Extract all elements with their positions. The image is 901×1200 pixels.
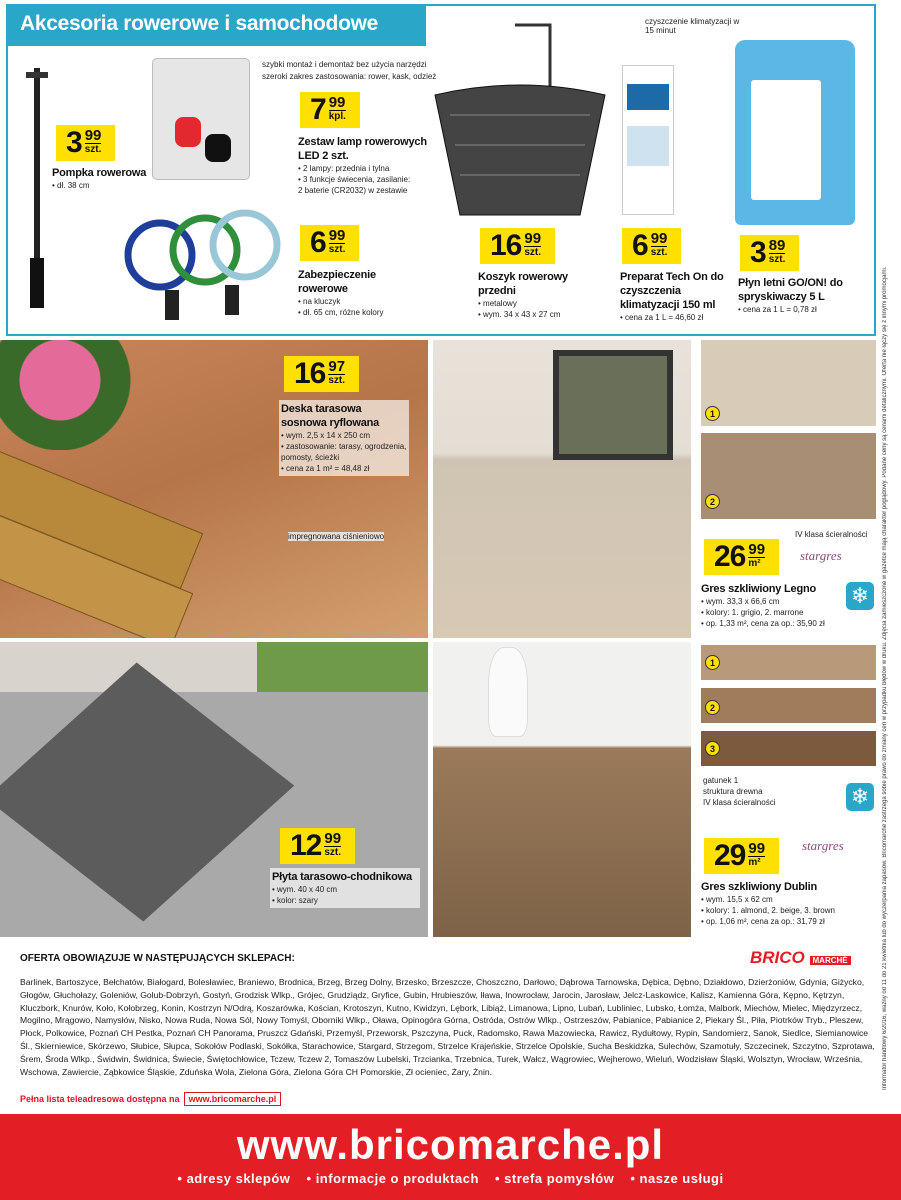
full-list-link[interactable]: www.bricomarche.pl <box>184 1092 282 1106</box>
footer-link-products[interactable]: • informacje o produktach <box>306 1171 479 1186</box>
legno-class-note: IV klasa ścieralności <box>795 530 868 539</box>
bike-pump-image <box>22 68 52 312</box>
legno-tile-2 <box>701 433 876 519</box>
legal-side-text: Informator handlowy 6/2016, ważny od 11 do 21 kwietnia lub do wyczerpania zapasów. Bricomarché zastrzega sobie prawo do zmiany cen w przypadku błędów w druku. Zdjęcia zamieszczone w gazetce mają charakter poglądowy. Podane ceny są cenami detalicznymi. Oferta nie łączy się z innymi promocjami. <box>882 266 888 1090</box>
tech-on-can-image <box>622 65 674 215</box>
price-tag-tech-on: 6 99 szt. <box>622 228 681 264</box>
footer-link-services[interactable]: • nasze usługi <box>630 1171 724 1186</box>
full-list-note: Pełna lista teleadresowa dostępna na www.bricomarche.pl <box>20 1094 281 1104</box>
dublin-note-1: gatunek 1 <box>703 776 739 785</box>
product-plyta: Płyta tarasowo-chodnikowa • wym. 40 x 40 cm • kolor: szary <box>270 868 420 908</box>
product-plyn: Płyn letni GO/ON! do spryskiwaczy 5 L • cena za 1 L = 0,78 zł <box>738 277 843 314</box>
cable-locks-image <box>120 200 290 330</box>
section-title: Akcesoria rowerowe i samochodowe <box>6 4 426 46</box>
stores-list: Barlinek, Bartoszyce, Bełchatów, Białogard, Bolesławiec, Braniewo, Brodnica, Brzeg, Brzeg Dolny, Brzesko, Brzeszcze, Choszczno, Darłowo, Dąbrowa Tarnowska, Dębica, Dębno, Działdowo, Dzierżoniów, Gdynia, Giżycko, Głogów, Głuchołazy, Goleniów, Golub-Dobrzyń, Gostyń, Grodzisk Wlkp., Grójec, Grudziądz, Gryfice, Gubin, Hrubieszów, Iława, Inowrocław, Jarocin, Jarosław, Jelcz-Laskowice, Kalisz, Kamienna Góra, Kępno, Kętrzyn, Kluczbork, Knurów, Koło, Kołobrzeg, Konin, Kostrzyn N/Odrą, Koszarówka, Kościan, Krotoszyn, Kutno, Kwidzyn, Lębork, Libiąż, Limanowa, Lipno, Lubań, Lubliniec, Lubsko, Łomża, Malbork, Miechów, Mielec, Międzyrzecz, Mogilno, Mrągowo, Namysłów, Nisko, Nowa Ruda, Nowa Sól, Nowy Tomyśl, Oborniki Wlkp., Oława, Opinogóra Górna, Ostróda, Ostrów Wlkp., Ostrzeszów, Pabianice, Pabianice 2, Piekary Śl., Piła, Piotrków Tryb., Pleszew, Płock, Polkowice, Poznań CH Pestka, Poznań CH Panorama, Pruszcz Gdański, Przemyśl, Przeworsk, Pszczyna, Puck, Radomsko, Rawa Mazowiecka, Rawicz, Rydułtowy, Rypin, Sandomierz, Sanok, Siedlce, Siemianowice Śl., Skierniewice, Skórzewo, Słubice, Słupca, Sokołów Podlaski, Sokółka, Starachowice, Stargard, Strzegom, Strzelce Krajeńskie, Strzelce Opolskie, Sucha Beskidzka, Sulechów, Szamotuły, Szczecinek, Szczytno, Szprotawa, Śrem, Środa Wlkp., Świdwin, Świdnica, Świecie, Świętochłowice, Tczew, Tczew 2, Tomaszów Lubelski, Trzcianka, Trzebnica, Turek, Wałcz, Wągrowiec, Wejherowo, Wieluń, Wodzisław Śląski, Wolsztyn, Wrocław, Września, Wschowa, Zawiercie, Ząbkowice Śląskie, Zduńska Wola, Zielona Góra, Zielona Góra CH Pomorskie, Zł ocieniec, Żary, Żnin. <box>20 977 875 1077</box>
footer-url[interactable]: www.bricomarche.pl <box>236 1121 665 1168</box>
dublin-tile-3 <box>701 731 876 766</box>
price-tag-plyta: 12 99 szt. <box>280 828 355 864</box>
lamp-note-1: szybki montaż i demontaż bez użycia narzędzi <box>262 60 427 69</box>
product-tech-on: Preparat Tech On do czyszczenia klimatyzacji 150 ml • cena za 1 L = 46,60 zł <box>620 271 724 322</box>
tech-on-note: czyszczenie klimatyzacji w 15 minut <box>645 17 740 35</box>
legno-room-photo <box>433 340 691 638</box>
footer-link-ideas[interactable]: • strefa pomysłów <box>495 1171 615 1186</box>
product-zabezpieczenie: Zabezpieczenie rowerowe • na kluczyk • dł. 65 cm, różne kolory <box>298 269 384 317</box>
dublin-note-2: struktura drewna <box>703 787 763 796</box>
price-tag-pompka: 3 99 szt. <box>56 125 115 161</box>
frost-resistant-icon: ❄ <box>846 582 874 610</box>
lamp-note-2: szeroki zakres zastosowania: rower, kask, odzież <box>262 72 437 81</box>
stores-heading: OFERTA OBOWIĄZUJE W NASTĘPUJĄCYCH SKLEPACH: <box>20 953 295 964</box>
legno-swatch-2-marker: 2 <box>705 494 720 509</box>
footer-links <box>0 1171 901 1186</box>
stargres-logo-2: stargres <box>802 838 844 853</box>
dublin-tile-2 <box>701 688 876 723</box>
price-tag-plyn: 3 89 szt. <box>740 235 799 271</box>
price-tag-lampy: 7 99 kpl. <box>300 92 360 128</box>
legno-tile-1 <box>701 340 876 426</box>
price-tag-zabezpieczenie: 6 99 szt. <box>300 225 359 261</box>
dublin-tile-1 <box>701 645 876 680</box>
dublin-swatch-3-marker: 3 <box>705 741 720 756</box>
product-dublin: Gres szkliwiony Dublin • wym. 15,5 x 62 cm • kolory: 1. almond, 2. beige, 3. brown • op. 1,06 m², cena za op.: 31,79 zł <box>701 881 835 926</box>
dublin-note-3: IV klasa ścieralności <box>703 798 776 807</box>
deck-boards-photo <box>0 340 428 638</box>
price-tag-legno: 26 99 m² <box>704 539 779 575</box>
product-koszyk: Koszyk rowerowy przedni • metalowy • wym. 34 x 43 x 27 cm <box>478 271 568 319</box>
frost-resistant-icon-2: ❄ <box>846 783 874 811</box>
washer-fluid-image <box>735 40 855 225</box>
product-deska: Deska tarasowa sosnowa ryflowana • wym. 2,5 x 14 x 250 cm • zastosowanie: tarasy, ogrodzenia, pomosty, ścieżki • cena za 1 m² = 48,48 zł <box>279 400 409 476</box>
footer-link-stores[interactable]: • adresy sklepów <box>177 1171 291 1186</box>
bricomarche-logo: BRICO MARCHÉ <box>750 948 851 968</box>
product-legno: Gres szkliwiony Legno • wym. 33,3 x 66,6 cm • kolory: 1. grigio, 2. marrone • op. 1,33 m², cena za op.: 35,90 zł <box>701 583 825 628</box>
dublin-swatch-1-marker: 1 <box>705 655 720 670</box>
price-tag-deska: 16 97 szt. <box>284 356 359 392</box>
stargres-logo: stargres <box>800 548 842 563</box>
deska-note: impregnowana ciśnieniowo <box>288 532 385 541</box>
bike-basket-image <box>430 15 610 225</box>
legno-swatch-1-marker: 1 <box>705 406 720 421</box>
price-tag-dublin: 29 99 m² <box>704 838 779 874</box>
product-lampy: Zestaw lamp rowerowych LED 2 szt. • 2 lampy: przednia i tylna • 3 funkcje świecenia, zasilanie: 2 baterie (CR2032) w zestawie <box>298 136 427 195</box>
lamp-set-image <box>152 58 250 180</box>
dublin-room-photo <box>433 642 691 937</box>
price-tag-koszyk: 16 99 szt. <box>480 228 555 264</box>
dublin-swatch-2-marker: 2 <box>705 700 720 715</box>
product-pompka: Pompka rowerowa • dł. 38 cm <box>52 167 147 190</box>
